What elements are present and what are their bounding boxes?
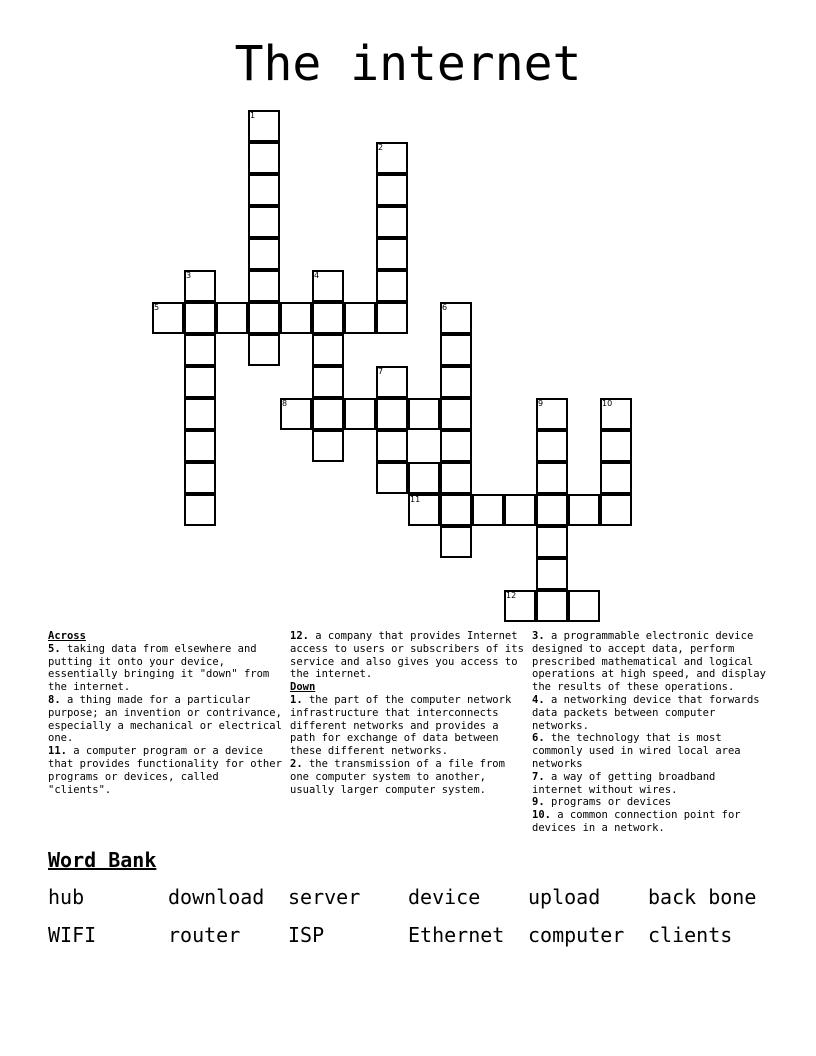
clue: [290, 758, 526, 796]
grid-cell[interactable]: [376, 206, 408, 238]
grid-cell[interactable]: [536, 558, 568, 590]
grid-cell[interactable]: [440, 494, 472, 526]
grid-cell[interactable]: [312, 430, 344, 462]
grid-cell[interactable]: [440, 366, 472, 398]
grid-cell[interactable]: [600, 430, 632, 462]
word-bank-word: ISP: [288, 923, 325, 947]
grid-cell[interactable]: [472, 494, 504, 526]
clue-number: 8: [282, 399, 288, 408]
grid-cell[interactable]: [312, 398, 344, 430]
clue-text: the technology that is most commonly used in wired local area networks: [532, 732, 741, 770]
grid-cell[interactable]: [184, 462, 216, 494]
word-bank-word: computer: [528, 923, 625, 947]
clue-text: a common connection point for devices in a network.: [532, 809, 741, 834]
word-bank-title: Word Bank: [48, 848, 157, 872]
grid-cell[interactable]: [312, 302, 344, 334]
word-bank-word: clients: [648, 923, 733, 947]
clue-number-label: 2.: [290, 757, 303, 770]
clue-number-label: 11.: [48, 745, 67, 758]
clue: [532, 732, 768, 770]
grid-cell[interactable]: [248, 334, 280, 366]
grid-cell[interactable]: [536, 462, 568, 494]
word-bank-word: download: [168, 885, 265, 909]
grid-cell[interactable]: [312, 366, 344, 398]
clue-number-label: 1.: [290, 693, 303, 706]
clue-text: taking data from elsewhere and putting it onto your device, essentially bringing it "down" from the internet.: [48, 642, 270, 694]
clue-column-2: [290, 630, 526, 796]
clue-number: 6: [442, 303, 448, 312]
across-clues-list-continued: [290, 630, 526, 681]
clue: [48, 745, 284, 796]
clue-number-label: 6.: [532, 732, 545, 745]
clue: [532, 771, 768, 797]
grid-cell[interactable]: [376, 238, 408, 270]
clue-text: a thing made for a particular purpose; an invention or contrivance, especially a mechanical or electrical one.: [48, 693, 282, 745]
clue-number: 10: [602, 399, 613, 408]
clue-number: 1: [250, 111, 256, 120]
grid-cell[interactable]: [248, 142, 280, 174]
clue-number: 4: [314, 271, 320, 280]
grid-cell[interactable]: [248, 238, 280, 270]
grid-cell[interactable]: [376, 430, 408, 462]
grid-cell[interactable]: [184, 334, 216, 366]
down-clues-list: [290, 694, 526, 796]
clue-number-label: 12.: [290, 630, 309, 642]
grid-cell[interactable]: [216, 302, 248, 334]
clue: [532, 796, 768, 809]
clue-text: a company that provides Internet access to users or subscribers of its service and also gives you access to the internet.: [290, 630, 524, 681]
word-bank-word: router: [168, 923, 241, 947]
grid-cell[interactable]: [184, 366, 216, 398]
grid-cell[interactable]: [184, 430, 216, 462]
across-clues-list: [48, 643, 284, 797]
word-bank-word: back bone: [648, 885, 757, 909]
grid-cell[interactable]: [248, 270, 280, 302]
grid-cell[interactable]: [568, 494, 600, 526]
grid-cell[interactable]: [440, 462, 472, 494]
grid-cell[interactable]: [376, 462, 408, 494]
clue: [48, 694, 284, 745]
clue-number-label: 4.: [532, 693, 545, 706]
grid-cell[interactable]: [248, 206, 280, 238]
grid-cell[interactable]: [504, 494, 536, 526]
grid-cell[interactable]: [440, 430, 472, 462]
grid-cell[interactable]: [536, 430, 568, 462]
word-bank-word: hub: [48, 885, 85, 909]
word-bank-word: server: [288, 885, 361, 909]
clue: [532, 694, 768, 732]
grid-cell[interactable]: [408, 398, 440, 430]
clue-number-label: 8.: [48, 693, 61, 706]
clue-number: 5: [154, 303, 160, 312]
grid-cell[interactable]: [248, 174, 280, 206]
grid-cell[interactable]: [440, 398, 472, 430]
across-header: Across: [48, 630, 86, 642]
clue-number: 11: [410, 495, 421, 504]
word-bank-word: Ethernet: [408, 923, 505, 947]
down-header: Down: [290, 681, 316, 694]
clue-column-3: [532, 630, 768, 835]
clue-column-1: [48, 630, 284, 796]
grid-cell[interactable]: [184, 302, 216, 334]
grid-cell[interactable]: [408, 462, 440, 494]
clue-number-label: 5.: [48, 642, 61, 655]
grid-cell[interactable]: [440, 334, 472, 366]
clue-text: a computer program or a device that provides functionality for other programs or devices, called "clients".: [48, 745, 282, 796]
clue: [48, 643, 284, 694]
word-bank-word: device: [408, 885, 481, 909]
grid-cell[interactable]: [344, 302, 376, 334]
clue-text: a programmable electronic device designed to accept data, perform prescribed mathematical and logical operations at high speed, and display the results of these operations.: [532, 630, 766, 694]
grid-cell[interactable]: [536, 494, 568, 526]
grid-cell[interactable]: [440, 526, 472, 558]
clue-number: 12: [506, 591, 517, 600]
grid-cell[interactable]: [184, 494, 216, 526]
clue-text: the part of the computer network infrastructure that interconnects different networks and provides a path for exchange of data between these different networks.: [290, 693, 512, 758]
clue-number: 7: [378, 367, 384, 376]
grid-cell[interactable]: [376, 270, 408, 302]
clue: [532, 630, 768, 694]
grid-cell[interactable]: [280, 302, 312, 334]
clue: [532, 809, 768, 835]
down-clues-list-continued: [532, 630, 768, 835]
clue-number-label: 10.: [532, 809, 551, 822]
word-bank-word: upload: [528, 885, 601, 909]
grid-cell[interactable]: [376, 302, 408, 334]
clue-number-label: 9.: [532, 796, 545, 809]
grid-cell[interactable]: [536, 526, 568, 558]
clue-text: a networking device that forwards data packets between computer networks.: [532, 693, 760, 732]
clue-text: a way of getting broadband internet without wires.: [532, 770, 716, 796]
clue-number-label: 7.: [532, 770, 545, 783]
grid-cell[interactable]: [312, 334, 344, 366]
clue: [290, 630, 526, 681]
grid-cell[interactable]: [600, 462, 632, 494]
puzzle-title: The internet: [234, 36, 582, 92]
clue-number: 9: [538, 399, 544, 408]
clue: [290, 694, 526, 758]
grid-cell[interactable]: [536, 590, 568, 622]
word-bank-word: WIFI: [48, 923, 97, 947]
grid-cell[interactable]: [600, 494, 632, 526]
grid-cell[interactable]: [344, 398, 376, 430]
clue-text: programs or devices: [544, 796, 672, 809]
grid-cell[interactable]: [568, 590, 600, 622]
grid-cell[interactable]: [376, 174, 408, 206]
grid-cell[interactable]: [376, 398, 408, 430]
clue-number: 3: [186, 271, 192, 280]
clue-number-label: 3.: [532, 630, 545, 642]
grid-cell[interactable]: [248, 302, 280, 334]
grid-cell[interactable]: [184, 398, 216, 430]
clue-number: 2: [378, 143, 384, 152]
clue-text: the transmission of a file from one computer system to another, usually larger computer system.: [290, 757, 505, 796]
